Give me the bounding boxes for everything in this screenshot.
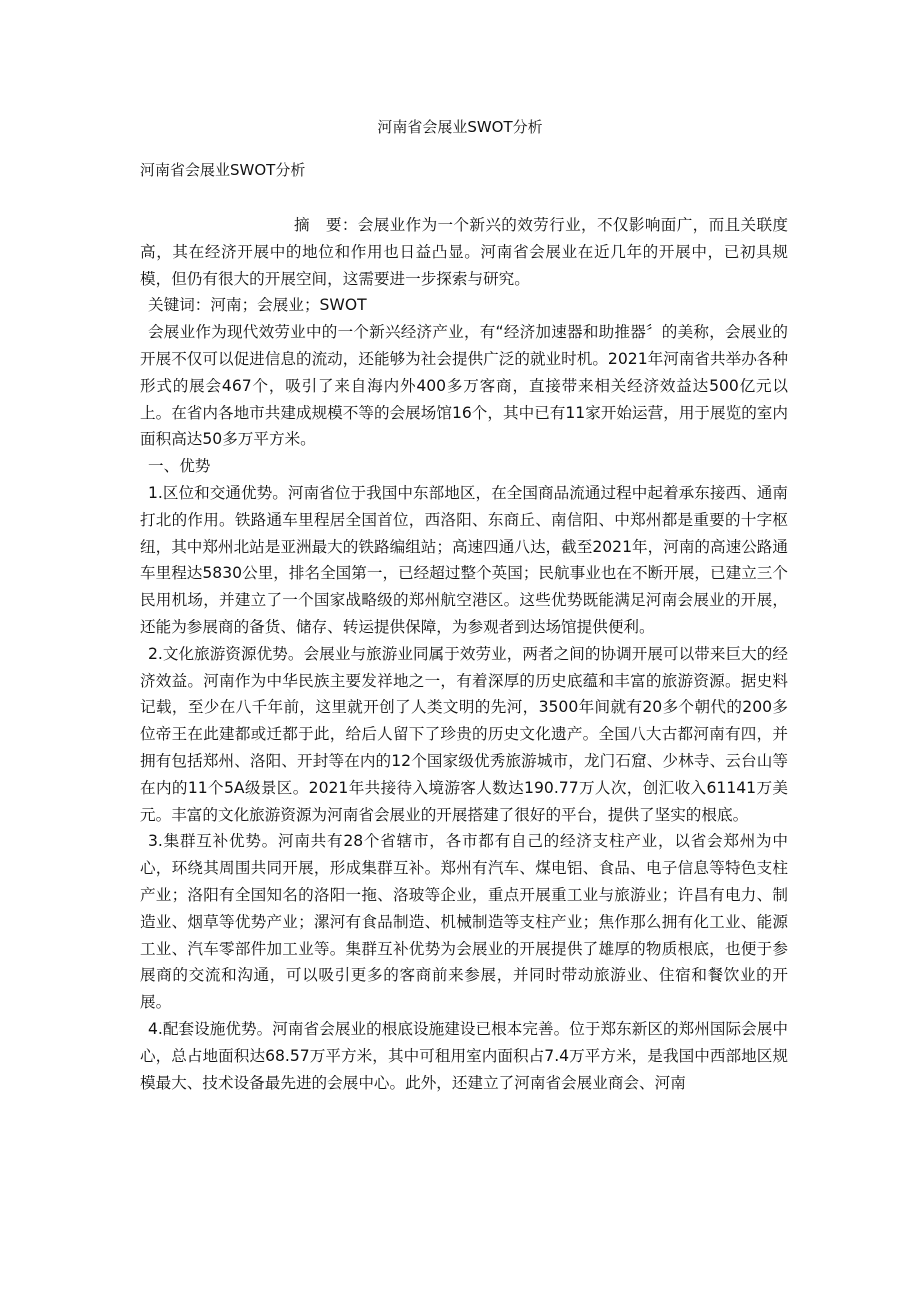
point-4-paragraph: 4.配套设施优势。河南省会展业的根底设施建设已根本完善。位于郑东新区的郑州国际会展中心，总占地面积达68.57万平方米，其中可租用室内面积占7.4万平方米，是我国中西部地区规模最大、技术设备最先进的会展中心。此外，还建立了河南省会展业商会、河南 (140, 1019, 788, 1092)
intro-paragraph: 会展业作为现代效劳业中的一个新兴经济产业，有“经济加速器和助推器〞的美称，会展业的开展不仅可以促进信息的流动，还能够为社会提供广泛的就业时机。2021年河南省共举办各种形式的展会467个，吸引了来自海内外400多万客商，直接带来相关经济效益达500亿元以上。在省内各地市共建成规模不等的会展场馆16个，其中已有11家开始运营，用于展览的室内面积高达50多万平方米。 (140, 323, 788, 449)
point-1-paragraph: 1.区位和交通优势。河南省位于我国中东部地区，在全国商品流通过程中起着承东接西、通南打北的作用。铁路通车里程居全国首位，西洛阳、东商丘、南信阳、中郑州都是重要的十字枢纽，其中郑州北站是亚洲最大的铁路编组站；高速四通八达，截至2021年，河南的高速公路通车里程达5830公里，排名全国第一，已经超过整个英国；民航事业也在不断开展，已建立三个民用机场，并建立了一个国家战略级的郑州航空港区。这些优势既能满足河南会展业的开展，还能为参展商的备货、储存、转运提供保障，为参观者到达场馆提供便利。 (140, 483, 788, 636)
keywords-line: 关键词：河南；会展业；SWOT (148, 296, 367, 315)
section-heading: 一、优势 (148, 457, 211, 476)
point-2-paragraph: 2.文化旅游资源优势。会展业与旅游业同属于效劳业，两者之间的协调开展可以带来巨大的经济效益。河南作为中华民族主要发祥地之一，有着深厚的历史底蕴和丰富的旅游资源。据史料记载，至少在八千年前，这里就开创了人类文明的先河，3500年间就有20多个朝代的200多位帝王在此建都或迁都于此，给后人留下了珍贵的历史文化遗产。全国八大古都河南有四，并拥有包括郑州、洛阳、开封等在内的12个国家级优秀旅游城市，龙门石窟、少林寺、云台山等在内的11个5A级景区。2021年共接待入境游客人数达190.77万人次，创汇收入61141万美元。丰富的文化旅游资源为河南省会展业的开展搭建了很好的平台，提供了坚实的根底。 (140, 644, 788, 824)
point-3-paragraph: 3.集群互补优势。河南共有28个省辖市，各市都有自己的经济支柱产业，以省会郑州为中心，环绕其周围共同开展，形成集群互补。郑州有汽车、煤电铝、食品、电子信息等特色支柱产业；洛阳有全国知名的洛阳一拖、洛玻等企业，重点开展重工业与旅游业；许昌有电力、制造业、烟草等优势产业；漯河有食品制造、机械制造等支柱产业；焦作那么拥有化工业、能源工业、汽车零部件加工业等。集群互补优势为会展业的开展提供了雄厚的物质根底，也便于参展商的交流和沟通，可以吸引更多的客商前来参展，并同时带动旅游业、住宿和餐饮业的开展。 (140, 832, 788, 1012)
document-title: 河南省会展业SWOT分析 (377, 118, 543, 136)
document-body (140, 212, 788, 1096)
abstract-paragraph: 摘 要：会展业作为一个新兴的效劳行业，不仅影响面广，而且关联度高，其在经济开展中的地位和作用也日益凸显。河南省会展业在近几年的开展中，已初具规模，但仍有很大的开展空间，这需要进一步探索与研究。 (140, 216, 788, 288)
document-subtitle: 河南省会展业SWOT分析 (140, 161, 306, 179)
